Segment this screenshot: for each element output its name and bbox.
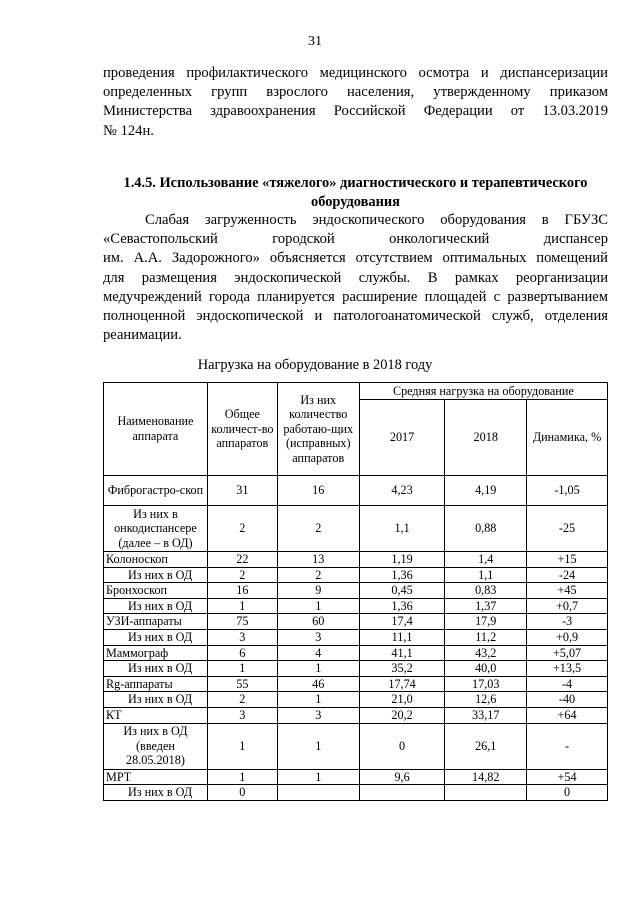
row-working: 1	[277, 661, 359, 677]
row-working	[277, 785, 359, 801]
row-2018: 17,03	[445, 676, 527, 692]
text-line: № 124н.	[103, 122, 154, 139]
row-working: 9	[277, 583, 359, 599]
table-row	[104, 769, 608, 785]
heading-line: 1.4.5. Использование «тяжелого» диагностического и терапевтического	[123, 175, 588, 191]
row-total: 6	[207, 645, 277, 661]
row-dynamics: -25	[527, 506, 608, 552]
text-line: Министерства здравоохранения Российской Федерации от 13.03.2019	[103, 103, 608, 120]
heading-line: оборудования	[311, 194, 400, 210]
text-line: реанимации.	[103, 327, 182, 344]
table-row	[104, 645, 608, 661]
row-working: 4	[277, 645, 359, 661]
row-2018: 26,1	[445, 723, 527, 769]
row-2018: 0,88	[445, 506, 527, 552]
row-2017: 1,1	[359, 506, 445, 552]
text-line: для размещения эндоскопической службы. В рамках реорганизации	[103, 269, 608, 286]
row-2018: 1,1	[445, 567, 527, 583]
row-2018: 0,83	[445, 583, 527, 599]
table-row	[104, 598, 608, 614]
row-name: Из них в ОД	[104, 567, 208, 583]
row-name: МРТ	[104, 769, 208, 785]
text-line: Слабая загруженность эндоскопического оборудования в ГБУЗС	[145, 212, 608, 228]
header-name: Наименование аппарата	[104, 383, 208, 476]
header-total: Общее количест-во аппаратов	[207, 383, 277, 476]
row-2018: 14,82	[445, 769, 527, 785]
row-dynamics: +0,7	[527, 598, 608, 614]
row-name: Из них в онкодиспансере (далее – в ОД)	[104, 506, 208, 552]
row-total: 1	[207, 723, 277, 769]
row-dynamics: -1,05	[527, 476, 608, 506]
row-2017: 4,23	[359, 476, 445, 506]
row-dynamics: +13,5	[527, 661, 608, 677]
row-working: 3	[277, 707, 359, 723]
row-name: Из них в ОД	[104, 629, 208, 645]
row-2018: 11,2	[445, 629, 527, 645]
equipment-load-table	[103, 382, 608, 801]
row-2017: 9,6	[359, 769, 445, 785]
row-name: Из них в ОД (введен 28.05.2018)	[104, 723, 208, 769]
row-working: 1	[277, 692, 359, 708]
row-working: 60	[277, 614, 359, 630]
row-working: 13	[277, 552, 359, 568]
row-2017: 11,1	[359, 629, 445, 645]
header-working: Из них количество работаю-щих (исправных) аппаратов	[277, 383, 359, 476]
row-name: Из них в ОД	[104, 598, 208, 614]
row-name: Из них в ОД	[104, 661, 208, 677]
row-dynamics: +45	[527, 583, 608, 599]
row-2017: 17,4	[359, 614, 445, 630]
row-working: 2	[277, 567, 359, 583]
text-line: полноценной эндоскопической и патологоанатомической служб, отделения	[103, 308, 608, 325]
row-2017: 20,2	[359, 707, 445, 723]
row-working: 1	[277, 723, 359, 769]
row-2017: 0,45	[359, 583, 445, 599]
row-dynamics: -40	[527, 692, 608, 708]
table-row	[104, 567, 608, 583]
row-2017: 41,1	[359, 645, 445, 661]
row-2018: 17,9	[445, 614, 527, 630]
row-total: 2	[207, 692, 277, 708]
row-dynamics: -4	[527, 676, 608, 692]
row-total: 1	[207, 769, 277, 785]
row-2018	[445, 785, 527, 801]
intro-paragraph	[103, 64, 608, 141]
row-name: Из них в ОД	[104, 785, 208, 801]
header-2017: 2017	[359, 400, 445, 476]
row-2017: 17,74	[359, 676, 445, 692]
row-2017: 35,2	[359, 661, 445, 677]
row-total: 75	[207, 614, 277, 630]
row-2018: 40,0	[445, 661, 527, 677]
row-name: Rg-аппараты	[104, 676, 208, 692]
table-row	[104, 707, 608, 723]
row-2017	[359, 785, 445, 801]
table-title: Нагрузка на оборудование в 2018 году	[197, 357, 433, 373]
page-number: 31	[308, 34, 322, 49]
row-2018: 33,17	[445, 707, 527, 723]
row-dynamics: -24	[527, 567, 608, 583]
row-working: 1	[277, 598, 359, 614]
header-avg-load: Средняя нагрузка на оборудование	[359, 383, 607, 400]
row-2017: 1,19	[359, 552, 445, 568]
row-working: 1	[277, 769, 359, 785]
row-name: Фиброгастро-скоп	[104, 476, 208, 506]
row-2018: 1,4	[445, 552, 527, 568]
row-total: 3	[207, 707, 277, 723]
row-total: 2	[207, 567, 277, 583]
row-total: 16	[207, 583, 277, 599]
row-2018: 43,2	[445, 645, 527, 661]
row-dynamics: -3	[527, 614, 608, 630]
row-total: 1	[207, 598, 277, 614]
row-total: 3	[207, 629, 277, 645]
row-2017: 1,36	[359, 598, 445, 614]
row-dynamics: +5,07	[527, 645, 608, 661]
row-name: Колоноскоп	[104, 552, 208, 568]
row-2017: 21,0	[359, 692, 445, 708]
header-2018: 2018	[445, 400, 527, 476]
row-name: Из них в ОД	[104, 692, 208, 708]
text-line: «Севастопольский городской онкологический диспансер	[103, 231, 608, 248]
row-total: 2	[207, 506, 277, 552]
text-line: проведения профилактического медицинского осмотра и диспансеризации	[103, 65, 608, 81]
row-dynamics: +64	[527, 707, 608, 723]
row-2018: 12,6	[445, 692, 527, 708]
row-2018: 4,19	[445, 476, 527, 506]
row-dynamics: -	[527, 723, 608, 769]
table-row	[104, 692, 608, 708]
table-row	[104, 476, 608, 506]
table-row	[104, 629, 608, 645]
row-2018: 1,37	[445, 598, 527, 614]
row-dynamics: +15	[527, 552, 608, 568]
table-row	[104, 676, 608, 692]
header-dynamics: Динамика, %	[527, 400, 608, 476]
row-total: 22	[207, 552, 277, 568]
row-working: 16	[277, 476, 359, 506]
row-total: 55	[207, 676, 277, 692]
text-line: им. А.А. Задорожного» объясняется отсутствием оптимальных помещений	[103, 250, 608, 267]
row-name: Бронхоскоп	[104, 583, 208, 599]
text-line: определенных групп взрослого населения, утвержденному приказом	[103, 84, 608, 101]
row-working: 3	[277, 629, 359, 645]
row-name: Маммограф	[104, 645, 208, 661]
body-paragraph	[103, 211, 608, 345]
text-line: медучреждений города планируется расширение площадей с развертыванием	[103, 288, 608, 305]
row-name: УЗИ-аппараты	[104, 614, 208, 630]
table-row	[104, 552, 608, 568]
row-name: КТ	[104, 707, 208, 723]
row-2017: 1,36	[359, 567, 445, 583]
table-row	[104, 506, 608, 552]
table-row	[104, 661, 608, 677]
table-row	[104, 723, 608, 769]
row-dynamics: 0	[527, 785, 608, 801]
row-total: 0	[207, 785, 277, 801]
section-heading	[103, 174, 608, 212]
row-dynamics: +0,9	[527, 629, 608, 645]
table-row	[104, 583, 608, 599]
row-total: 31	[207, 476, 277, 506]
row-working: 2	[277, 506, 359, 552]
row-dynamics: +54	[527, 769, 608, 785]
row-total: 1	[207, 661, 277, 677]
table-row	[104, 614, 608, 630]
row-working: 46	[277, 676, 359, 692]
table-row	[104, 785, 608, 801]
row-2017: 0	[359, 723, 445, 769]
